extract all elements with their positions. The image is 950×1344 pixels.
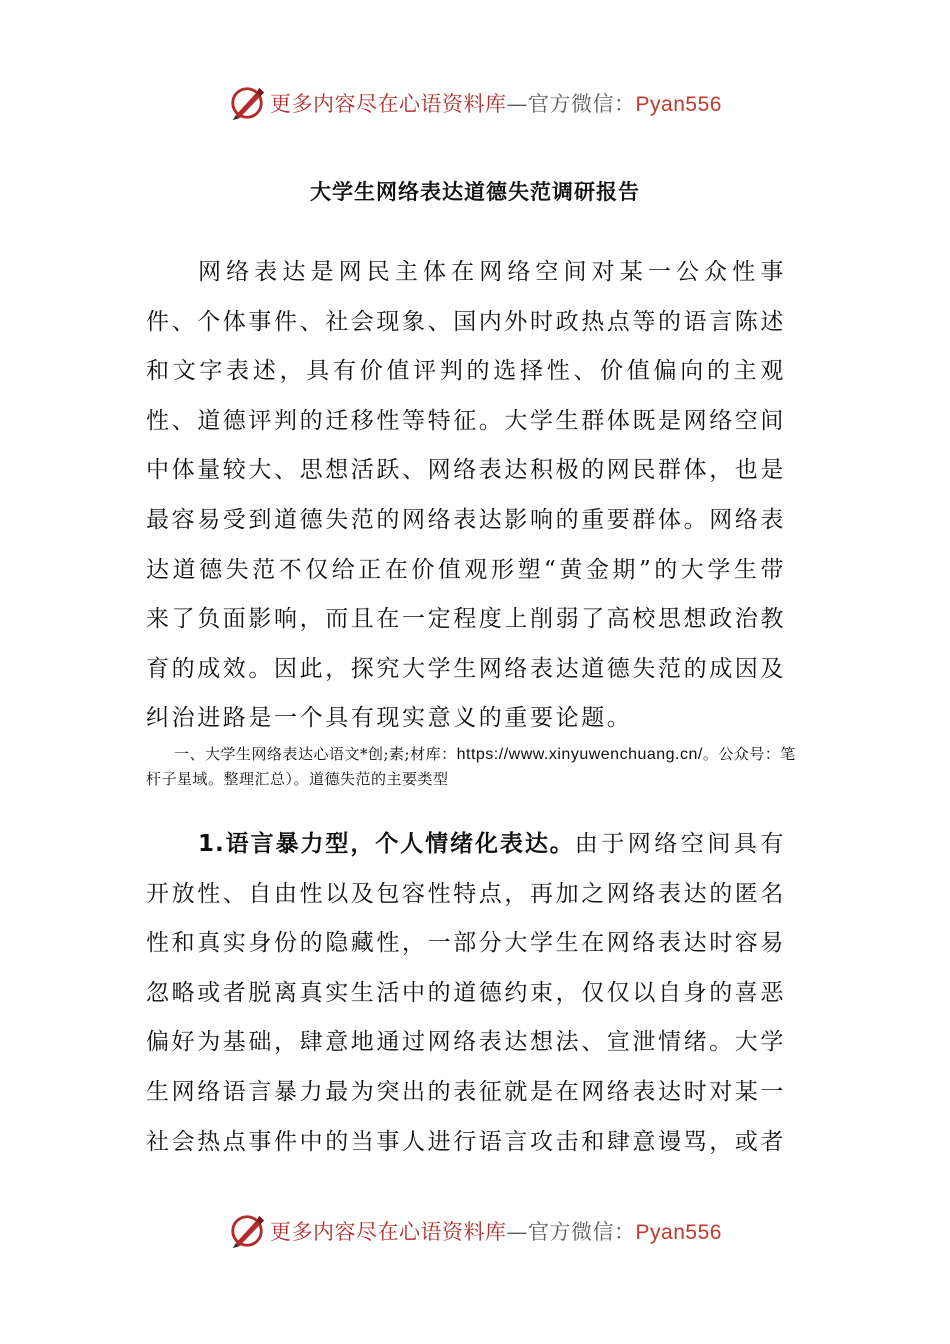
section-note-url: https://www.xinyuwenchuang.cn/ (456, 746, 703, 763)
type1-body-text: 由于网络空间具有开放性、自由性以及包容性特点，再加之网络表达的匿名性和真实身份的隐藏性，一部分大学生在网络表达时容易忽略或者脱离真实生活中的道德约束，仅仅以自身的喜恶偏好为基础，肆意地通过网络表达想法、宣泄情绪。大学生网络语言暴力最为突出的表征就是在网络表达时对某一社会热点事件中的当事人进行语言攻击和肆意谩骂，或者 (146, 831, 786, 1155)
section-heading-note (146, 742, 796, 791)
watermark-main-text: 更多内容尽在心语资料库 (270, 92, 507, 116)
section-note-prefix: 一、大学生网络表达心语文*创;素;材库： (174, 745, 457, 763)
watermark-official-label: 官方微信： (528, 92, 636, 116)
pen-logo-icon (228, 84, 266, 122)
watermark-dash: — (506, 1220, 529, 1244)
watermark-wechat-id: Pyan556 (635, 93, 722, 116)
pen-logo-icon (228, 1212, 266, 1250)
watermark-official-label: 官方微信： (528, 1220, 636, 1244)
document-title: 大学生网络表达道德失范调研报告 (310, 180, 640, 204)
header-watermark-banner (0, 80, 950, 126)
type1-paragraph (146, 820, 786, 1167)
watermark-main-text: 更多内容尽在心语资料库 (270, 1220, 507, 1244)
type1-lead-heading: 1.语言暴力型，个人情绪化表达。 (198, 831, 575, 857)
watermark-dash: — (506, 92, 529, 116)
section-note-suffix: 。公众号：笔杆子星域。整理汇总）。道德失范的主要类型 (146, 745, 796, 788)
intro-paragraph: 网络表达是网民主体在网络空间对某一公众性事件、个体事件、社会现象、国内外时政热点等的语言陈述和文字表述，具有价值评判的选择性、价值偏向的主观性、道德评判的迁移性等特征。大学生群体既是网络空间中体量较大、思想活跃、网络表达积极的网民群体，也是最容易受到道德失范的网络表达影响的重要群体。网络表达道德失范不仅给正在价值观形塑“黄金期”的大学生带来了负面影响，而且在一定程度上削弱了高校思想政治教育的成效。因此，探究大学生网络表达道德失范的成因及纠治进路是一个具有现实意义的重要论题。 (146, 259, 786, 732)
watermark-text (270, 88, 722, 118)
watermark-wechat-id: Pyan556 (635, 1221, 722, 1244)
watermark-text (270, 1216, 722, 1246)
footer-watermark-banner (0, 1208, 950, 1254)
